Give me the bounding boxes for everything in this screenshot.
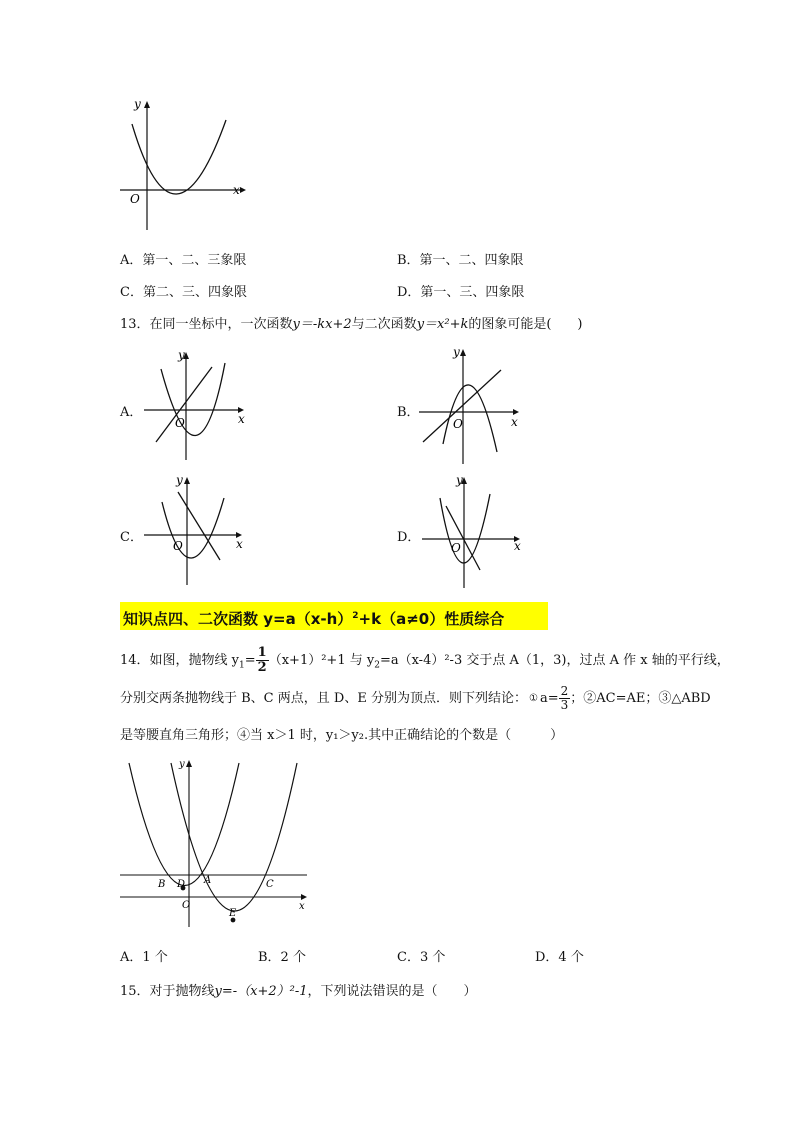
- q14-fraction-two-thirds: $\frac{2}{3}$: [560, 684, 569, 712]
- q14-option-d: D．4 个: [535, 950, 584, 965]
- q13-option-c-label: C．: [120, 530, 143, 545]
- circled-one-icon: ①: [528, 693, 538, 704]
- q14-option-a: A．1 个: [120, 950, 168, 965]
- section-heading-text: 知识点四、二次函数 $y=a(x-h)^2+k(a\ne 0)$性质综合: [123, 610, 505, 628]
- q14-option-c: C．3 个: [397, 950, 446, 965]
- q13-stem-mid: 与二次函数: [351, 317, 417, 332]
- q13b-origin-label: O: [453, 417, 463, 431]
- q13-stem: [120, 316, 583, 334]
- q13a-origin-label: O: [175, 416, 185, 430]
- q13-graph-d: [418, 470, 533, 590]
- q12-origin-label: O: [130, 192, 140, 206]
- q14-graph: [115, 755, 315, 930]
- q14-option-b: B．2 个: [258, 950, 306, 965]
- q14-x-label: x: [299, 901, 305, 912]
- q14-point-a-label: A: [204, 875, 212, 886]
- q13-graph-c: [140, 470, 255, 590]
- q12-graph: [112, 96, 252, 236]
- section-heading: [120, 602, 548, 630]
- q14-y-label: y: [179, 759, 185, 770]
- q13c-origin-label: O: [173, 539, 183, 553]
- q13c-x-label: x: [236, 537, 243, 551]
- q14-point-d-label: D: [177, 879, 186, 890]
- q13-stem-prefix: 13．在同一坐标中，一次函数: [120, 317, 293, 332]
- q14-stem-line3: 是等腰直角三角形；④当 x＞1 时，y₁＞y₂.其中正确结论的个数是（ ）: [120, 728, 564, 743]
- q13a-y-label: y: [178, 348, 185, 362]
- q12-y-label: y: [134, 97, 141, 111]
- q15-stem: 15．对于抛物线y=-（x+2）²-1，下列说法错误的是（ ）: [120, 984, 477, 999]
- q13-graph-b: [415, 342, 530, 467]
- q13-option-d-label: D．: [397, 530, 421, 545]
- q14-fraction-half: $\frac{1}{2}$: [257, 645, 267, 675]
- q14-stem-line1: 14．如图，抛物线 $y_1=$ $\frac{1}{2}$ （x+1）²+1 与 $y_2=a(x-4)^2-3$ 交于点 A（1，3)，过点 A 作 x 轴的平行线，: [120, 645, 730, 675]
- q14-point-b-label: B: [158, 879, 166, 890]
- q13d-x-label: x: [514, 539, 521, 553]
- q12-option-b: B．第一、二、四象限: [397, 253, 524, 268]
- q13d-origin-label: O: [451, 541, 461, 555]
- q13-formula-quadratic: y＝x²+k: [416, 317, 469, 332]
- q13c-y-label: y: [176, 473, 183, 487]
- q15-formula: y=-（x+2）²-1: [214, 984, 308, 999]
- q13-option-b-label: B．: [397, 405, 420, 420]
- q12-option-a: A．第一、二、三象限: [120, 253, 247, 268]
- q13b-y-label: y: [453, 345, 460, 359]
- q12-option-c: C．第二、三、四象限: [120, 285, 247, 300]
- q13a-x-label: x: [238, 412, 245, 426]
- q14-point-c-label: C: [266, 879, 274, 890]
- q14-stem-line2: 分别交两条抛物线于 B、C 两点，且 D、E 分别为顶点．则下列结论： ① a= $\frac{2}{3}$ ；②AC=AE；③△ABD: [120, 684, 711, 712]
- q12-x-label: x: [233, 183, 240, 197]
- q13d-y-label: y: [456, 473, 463, 487]
- q13b-x-label: x: [511, 415, 518, 429]
- q13-option-a-label: A．: [120, 405, 143, 420]
- q13-formula-linear: y＝-kx+2: [292, 317, 352, 332]
- q14-origin-label: O: [182, 900, 191, 911]
- q13-graph-a: [140, 345, 260, 465]
- q14-point-e-label: E: [229, 908, 237, 919]
- q13-stem-suffix: 的图象可能是( ): [468, 317, 583, 332]
- q12-option-d: D．第一、三、四象限: [397, 285, 525, 300]
